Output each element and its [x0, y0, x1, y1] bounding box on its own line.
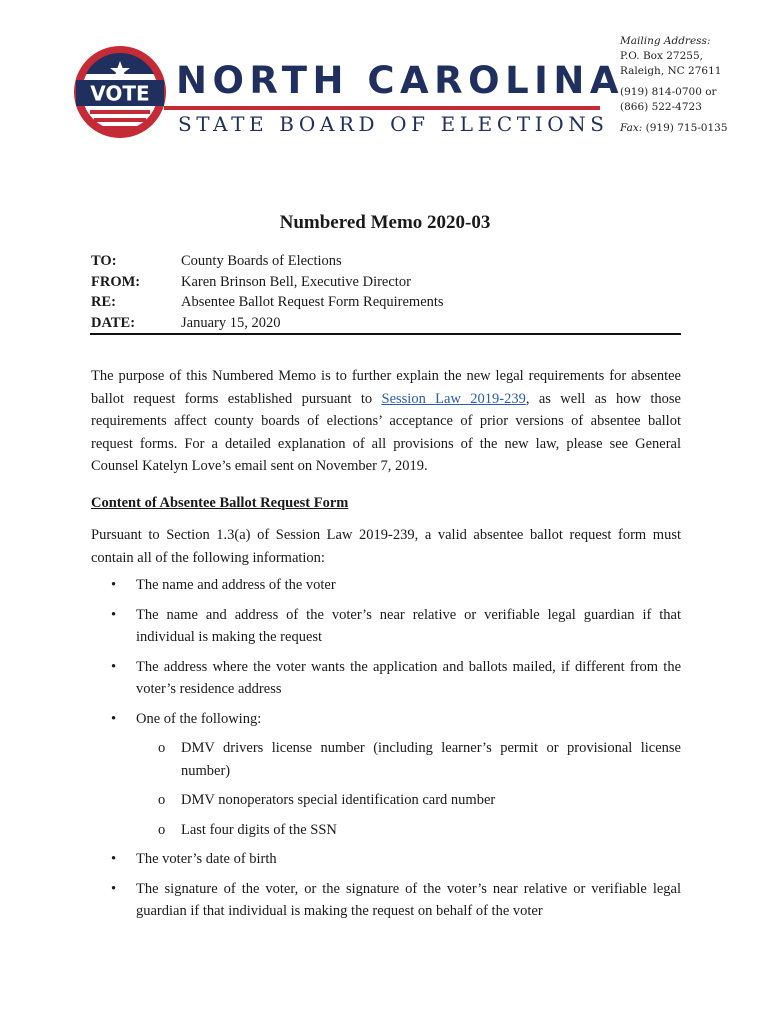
brand-title: NORTH CAROLINA: [176, 59, 625, 102]
field-label: DATE:: [91, 314, 136, 331]
sub-list-item: [91, 737, 681, 782]
sub-bullet-icon: o: [158, 792, 166, 808]
memo-field-to: [91, 251, 444, 272]
section-heading: Content of Absentee Ballot Request Form: [91, 495, 349, 511]
section-lead: Pursuant to Section 1.3(a) of Session Law 2019-239, a valid absentee ballot request form must contain all of the following information:: [91, 527, 681, 566]
bullet-icon: •: [111, 606, 117, 623]
field-label: TO:: [91, 253, 117, 269]
intro-text-end: , as well as how those requirements affect county boards of elections’ acceptance of prior versions of absentee ballot request forms. For a detailed explanation of all provisions of the new law, please see General Counsel Katelyn Love’s email sent on November 7, 2019.: [91, 390, 681, 474]
list-item-text: The name and address of the voter: [136, 577, 336, 593]
session-law-link[interactable]: Session Law 2019-239: [381, 390, 526, 407]
sub-list-item-text: Last four digits of the SSN: [181, 821, 337, 838]
phone-tollfree: (866) 522-4723: [620, 101, 702, 113]
phone-primary: (919) 814-0700 or: [620, 86, 717, 98]
list-item-text: The signature of the voter, or the signature of the voter’s near relative or verifiable legal guardian if that individual is making the request on behalf of the voter: [136, 880, 681, 919]
vote-logo: [72, 44, 168, 140]
list-item: [91, 848, 681, 871]
bullet-icon: •: [111, 880, 117, 897]
list-item-text: The name and address of the voter’s near relative or verifiable legal guardian if that individual is making the request: [136, 606, 681, 645]
svg-text:VOTE: VOTE: [90, 81, 150, 106]
memo-header-fields: [91, 251, 444, 333]
list-item: [91, 574, 681, 597]
list-item: [91, 708, 681, 731]
po-box: P.O. Box 27255,: [620, 50, 703, 62]
memo-field-date: [91, 313, 444, 334]
sub-list-item-text: DMV nonoperators special identification card number: [181, 792, 496, 808]
fax-number: (919) 715-0135: [645, 122, 728, 134]
memo-field-re: [91, 292, 444, 313]
bullet-icon: •: [111, 658, 117, 675]
sub-bullet-icon: o: [158, 821, 166, 838]
field-label: RE:: [91, 294, 116, 310]
list-item-text: The address where the voter wants the application and ballots mailed, if different from the voter’s residence address: [136, 658, 681, 697]
field-value: Karen Brinson Bell, Executive Director: [181, 273, 411, 290]
field-label: FROM:: [91, 273, 141, 290]
bullet-icon: •: [111, 577, 117, 593]
brand-divider: [164, 106, 600, 110]
sub-list-item: [91, 819, 681, 842]
sub-bullet-icon: o: [158, 740, 166, 756]
list-item-text: The voter’s date of birth: [136, 851, 277, 867]
field-value: Absentee Ballot Request Form Requirements: [181, 294, 444, 310]
fax-label: Fax:: [620, 122, 643, 134]
bullet-icon: •: [111, 851, 117, 867]
contact-block: [620, 34, 766, 136]
intro-text-start: The purpose of this Numbered Memo is to further explain the new legal requirements for absentee ballot request forms established pursuant to: [91, 368, 681, 407]
list-item: [91, 604, 681, 649]
list-item-text: One of the following:: [136, 710, 262, 727]
mailing-label: Mailing Address:: [620, 35, 711, 47]
field-value: County Boards of Elections: [181, 253, 342, 269]
header-divider: [90, 333, 681, 335]
fax-line: [620, 121, 766, 136]
sub-list-item: [91, 789, 681, 812]
list-item: [91, 656, 681, 701]
intro-paragraph: [91, 365, 681, 478]
memo-field-from: [91, 272, 444, 293]
memo-title: Numbered Memo 2020-03: [279, 212, 491, 233]
requirements-list: [91, 574, 681, 930]
bullet-icon: •: [111, 710, 117, 727]
field-value: January 15, 2020: [181, 314, 281, 331]
vote-seal-icon: [72, 44, 168, 140]
brand-subtitle: STATE BOARD OF ELECTIONS: [178, 112, 609, 136]
list-item: [91, 878, 681, 923]
city-state-zip: Raleigh, NC 27611: [620, 65, 722, 77]
sub-list-item-text: DMV drivers license number (including learner’s permit or provisional license number): [181, 740, 681, 779]
